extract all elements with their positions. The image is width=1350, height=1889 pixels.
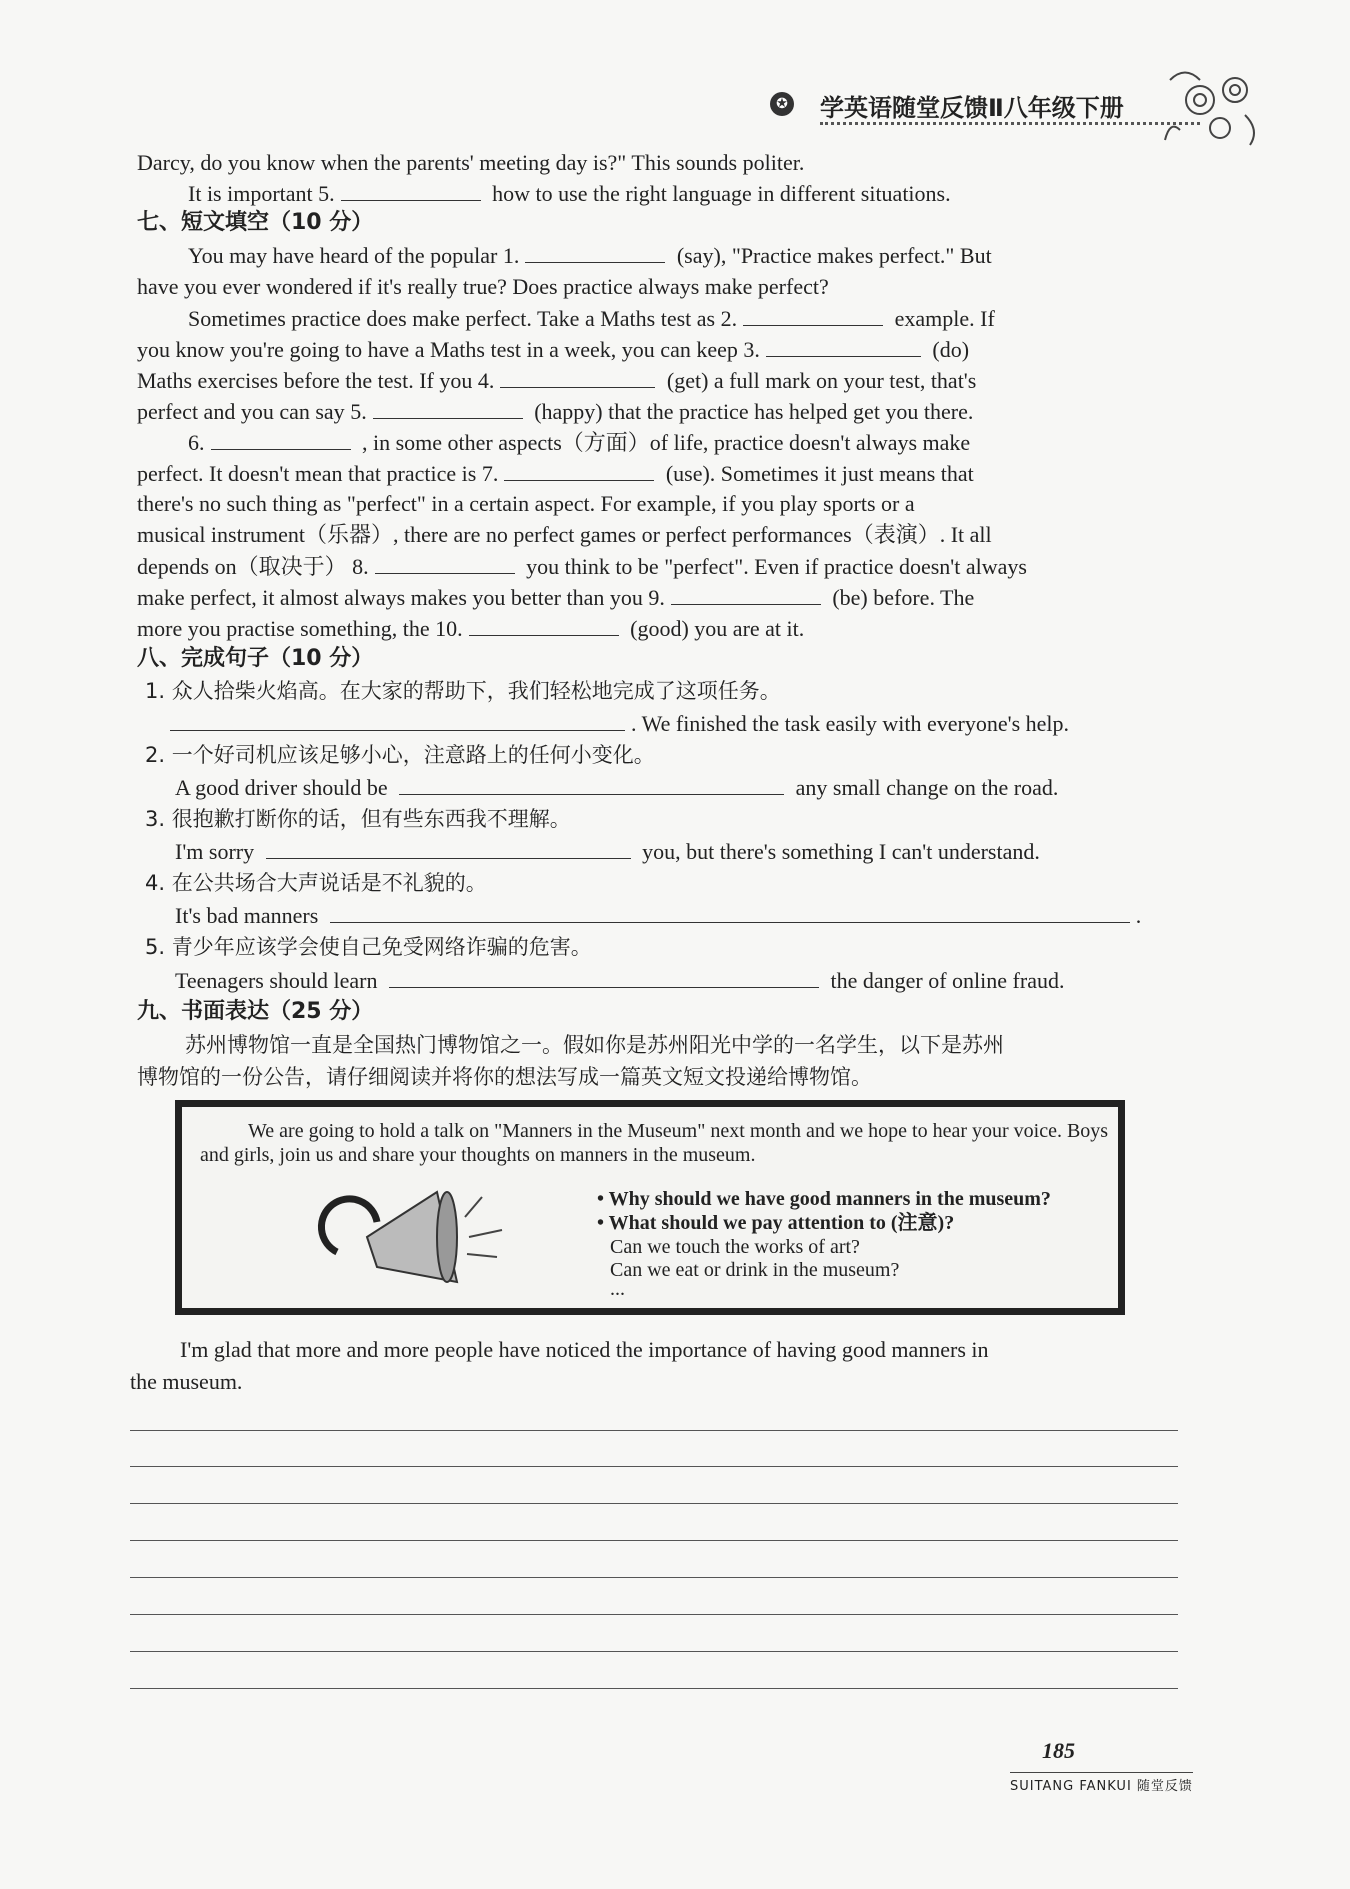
text: , in some other aspects（方面）of life, practice doesn't always make xyxy=(362,430,971,455)
answer-blank-s1[interactable] xyxy=(170,708,625,731)
text: you, but there's something I can't understand. xyxy=(642,839,1040,864)
text: You may have heard of the popular xyxy=(188,243,498,268)
text: (be) before. The xyxy=(832,585,975,610)
text: perfect and you can say xyxy=(137,399,345,424)
text: you think to be "perfect". Even if practice doesn't always xyxy=(526,554,1027,579)
blank-number: 4. xyxy=(477,368,495,393)
text: Sometimes practice does make perfect. Take a Maths test as xyxy=(188,306,716,331)
writing-line[interactable] xyxy=(130,1577,1178,1578)
text-line: Darcy, do you know when the parents' meeting day is?" This sounds politer. xyxy=(137,150,805,175)
writing-line[interactable] xyxy=(130,1651,1178,1652)
text: It is important xyxy=(188,181,313,206)
blank-number: 5. xyxy=(318,181,335,206)
section-heading: 八、完成句子（10 分） xyxy=(137,646,374,671)
section-heading: 七、短文填空（10 分） xyxy=(137,210,374,235)
text: you know you're going to have a Maths test in a week, you can keep xyxy=(137,337,738,362)
text: how to use the right language in different situations. xyxy=(492,181,951,206)
answer-blank-7[interactable] xyxy=(504,458,654,481)
answer-blank-10[interactable] xyxy=(469,613,619,636)
text: (use). Sometimes it just means that xyxy=(665,461,974,486)
instruction-text: 苏州博物馆一直是全国热门博物馆之一。假如你是苏州阳光中学的一名学生，以下是苏州 xyxy=(185,1033,1004,1057)
text-line xyxy=(188,178,951,209)
museum-notice-box xyxy=(175,1100,1125,1315)
essay-start: I'm glad that more and more people have noticed the importance of having good manners in xyxy=(180,1337,989,1362)
logo-icon: ✪ xyxy=(770,92,794,116)
notice-question: • What should we pay attention to (注意)? xyxy=(597,1212,955,1234)
header-divider xyxy=(820,122,1200,125)
text-line: musical instrument（乐器）, there are no perfect games or perfect performances（表演）. It all xyxy=(137,522,992,547)
text: any small change on the road. xyxy=(795,775,1059,800)
text: It's bad manners xyxy=(175,903,319,928)
notice-subquestion: Can we touch the works of art? xyxy=(610,1236,860,1258)
text: the danger of online fraud. xyxy=(830,968,1065,993)
answer-blank-s5[interactable] xyxy=(389,965,819,988)
question-chinese: 2. 一个好司机应该足够小心，注意路上的任何小变化。 xyxy=(145,743,655,767)
writing-line[interactable] xyxy=(130,1430,1178,1431)
answer-blank-5[interactable] xyxy=(341,178,481,201)
blank-number: 8. xyxy=(352,554,369,579)
answer-blank-4[interactable] xyxy=(500,365,655,388)
text-line: there's no such thing as "perfect" in a certain aspect. For example, if you play sports or a xyxy=(137,491,915,516)
text: . xyxy=(1135,903,1142,928)
text: example. If xyxy=(894,306,995,331)
answer-blank-9[interactable] xyxy=(671,582,821,605)
text-line xyxy=(137,551,1027,582)
question-english xyxy=(175,965,1064,996)
notice-intro: We are going to hold a talk on "Manners in the Museum" next month and we hope to hear your voice. Boys and girls, join us and share your thoughts on manners in the museum. xyxy=(200,1120,1109,1166)
writing-line[interactable] xyxy=(130,1688,1178,1689)
notice-question: • Why should we have good manners in the museum? xyxy=(597,1188,1051,1210)
text: (happy) that the practice has helped get you there. xyxy=(534,399,974,424)
essay-start: the museum. xyxy=(130,1369,243,1394)
blank-number: 2. xyxy=(720,306,738,331)
answer-blank-s3[interactable] xyxy=(266,836,631,859)
answer-blank-1[interactable] xyxy=(525,240,665,263)
blank-number: 5. xyxy=(350,399,367,424)
text-line xyxy=(137,582,974,613)
text-line xyxy=(137,365,976,396)
answer-blank-8[interactable] xyxy=(375,551,515,574)
answer-blank-5b[interactable] xyxy=(373,396,523,419)
text: (get) a full mark on your test, that's xyxy=(666,368,977,393)
text: more you practise something, the xyxy=(137,616,430,641)
text: . We finished the task easily with everyone's help. xyxy=(631,711,1070,736)
blank-number: 1. xyxy=(502,243,520,268)
blank-number: 7. xyxy=(481,461,499,486)
text: A good driver should be xyxy=(175,775,388,800)
question-english xyxy=(175,772,1058,803)
question-chinese: 1. 众人拾柴火焰高。在大家的帮助下，我们轻松地完成了这项任务。 xyxy=(145,679,781,703)
question-chinese: 5. 青少年应该学会使自己免受网络诈骗的危害。 xyxy=(145,935,592,959)
question-english xyxy=(170,708,1069,739)
page-number: 185 xyxy=(1042,1738,1075,1763)
answer-blank-6[interactable] xyxy=(211,427,351,450)
blank-number: 9. xyxy=(648,585,665,610)
text-line xyxy=(137,613,804,644)
text: I'm sorry xyxy=(175,839,255,864)
text-line xyxy=(137,334,969,365)
question-chinese: 4. 在公共场合大声说话是不礼貌的。 xyxy=(145,871,487,895)
book-title: 学英语随堂反馈Ⅱ八年级下册 xyxy=(820,94,1124,122)
blank-number: 3. xyxy=(743,337,760,362)
question-english xyxy=(175,900,1141,931)
writing-line[interactable] xyxy=(130,1614,1178,1615)
notice-subquestion: Can we eat or drink in the museum? xyxy=(610,1259,900,1281)
question-english xyxy=(175,836,1040,867)
answer-blank-s4[interactable] xyxy=(330,900,1130,923)
answer-blank-3[interactable] xyxy=(766,334,921,357)
text: depends on（取决于） xyxy=(137,554,347,579)
text: (say), "Practice makes perfect." But xyxy=(676,243,992,268)
notice-subquestion: ... xyxy=(610,1278,625,1300)
answer-blank-2[interactable] xyxy=(743,303,883,326)
text-line xyxy=(188,303,995,334)
megaphone-icon xyxy=(307,1182,507,1302)
text: (do) xyxy=(932,337,970,362)
text: Maths exercises before the test. If you xyxy=(137,368,473,393)
flower-decoration-icon xyxy=(1160,60,1270,150)
question-chinese: 3. 很抱歉打断你的话，但有些东西我不理解。 xyxy=(145,807,571,831)
blank-number: 6. xyxy=(188,430,205,455)
text-line: have you ever wondered if it's really true? Does practice always make perfect? xyxy=(137,274,829,299)
text: Teenagers should learn xyxy=(175,968,378,993)
text: (good) you are at it. xyxy=(630,616,805,641)
series-footer: SUITANG FANKUI 随堂反馈 xyxy=(1010,1772,1193,1794)
text-line xyxy=(188,240,992,271)
writing-line[interactable] xyxy=(130,1466,1178,1467)
text: perfect. It doesn't mean that practice is xyxy=(137,461,477,486)
answer-blank-s2[interactable] xyxy=(399,772,784,795)
writing-line[interactable] xyxy=(130,1540,1178,1541)
text: make perfect, it almost always makes you better than you xyxy=(137,585,643,610)
text-line xyxy=(137,396,973,427)
blank-number: 10. xyxy=(435,616,463,641)
instruction-text: 博物馆的一份公告，请仔细阅读并将你的想法写成一篇英文短文投递给博物馆。 xyxy=(137,1065,872,1089)
writing-line[interactable] xyxy=(130,1503,1178,1504)
text-line xyxy=(188,427,970,458)
text-line xyxy=(137,458,974,489)
section-heading: 九、书面表达（25 分） xyxy=(137,999,374,1024)
